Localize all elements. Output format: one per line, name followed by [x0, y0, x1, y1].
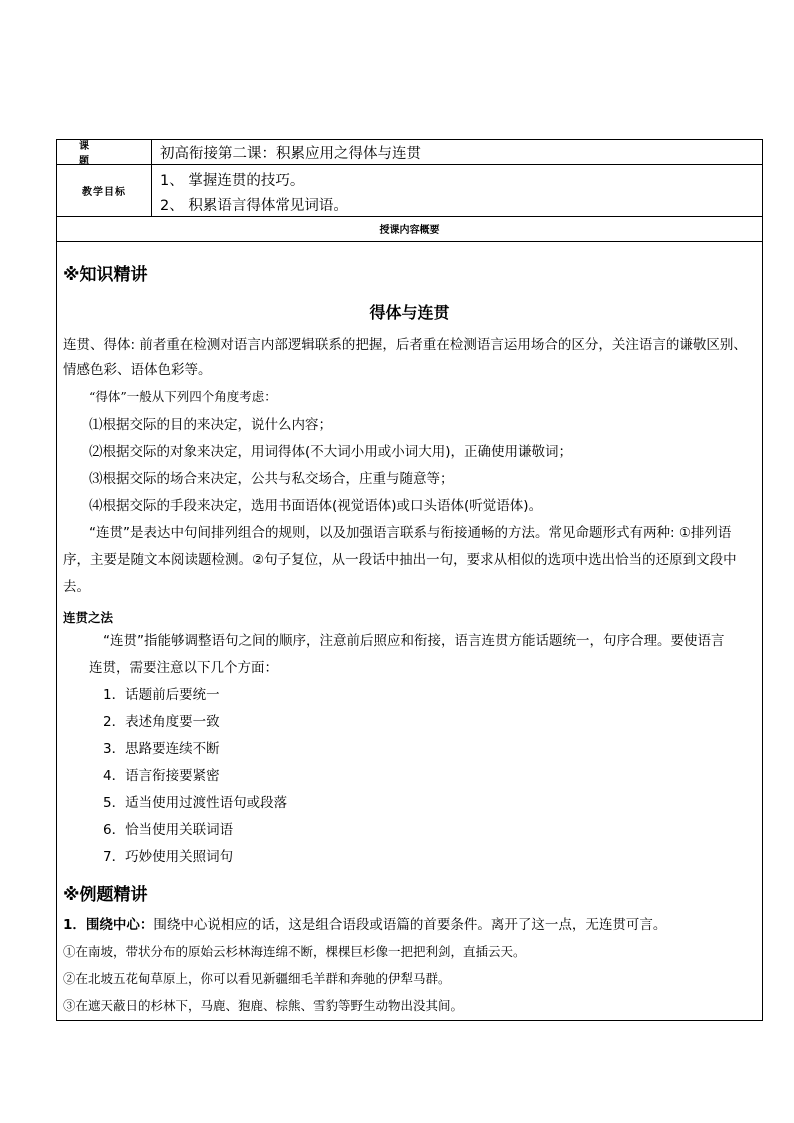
- detiti-point: ⑴根据交际的目的来决定，说什么内容；: [89, 417, 332, 433]
- lianguan-line: 序，主要是随文本阅读题检测。②句子复位，从一段话中抽出一句，要求从相似的选项中选出恰当的还原到文段中: [63, 552, 737, 568]
- method-item: 4．语言衔接要紧密: [103, 768, 220, 784]
- method-item: 5．适当使用过渡性语句或段落: [103, 795, 288, 811]
- summary-row: [57, 216, 762, 242]
- method-intro-line: “连贯”指能够调整语句之间的顺序，注意前后照应和衔接，语言连贯方能话题统一，句序合理。要使语言: [103, 633, 725, 649]
- method-item: 1．话题前后要统一: [103, 687, 220, 703]
- detiti-intro: “得体”一般从下列四个角度考虑：: [89, 389, 277, 404]
- goals-row: [57, 164, 762, 217]
- method-item: 7．巧妙使用关照词句: [103, 849, 234, 865]
- detiti-point: ⑷根据交际的手段来决定，选用书面语体(视觉语体)或口头语体(听觉语体)。: [89, 498, 543, 514]
- method-item: 6．恰当使用关联词语: [103, 822, 234, 838]
- example-sentence: ①在南坡，带状分布的原始云杉林海连绵不断，棵棵巨杉像一把把利剑，直插云天。: [63, 944, 526, 959]
- method-heading: 连贯之法: [63, 610, 114, 625]
- goal-item: 1、 掌握连贯的技巧。: [160, 173, 305, 189]
- lianguan-line: 去。: [63, 579, 90, 595]
- method-item: 3．思路要连续不断: [103, 741, 220, 757]
- method-item: 2．表述角度要一致: [103, 714, 220, 730]
- lesson-table: [56, 139, 763, 1021]
- example-sentence: ③在遮天蔽日的杉林下，马鹿、狍鹿、棕熊、雪豹等野生动物出没其间。: [63, 998, 464, 1013]
- example-item-1: [63, 919, 666, 933]
- knowledge-title: 得体与连贯: [369, 303, 450, 322]
- intro-line: 情感色彩、语体色彩等。: [63, 362, 212, 378]
- title-row: [57, 140, 762, 165]
- example-item-1-label: 1．围绕中心：: [63, 917, 154, 933]
- goal-item: 2、 积累语言得体常见词语。: [160, 198, 348, 214]
- example-sentence: ②在北坡五花甸草原上，你可以看见新疆细毛羊群和奔驰的伊犁马群。: [63, 971, 451, 986]
- knowledge-heading: ※知识精讲: [63, 265, 148, 285]
- detiti-point: ⑶根据交际的场合来决定，公共与私交场合，庄重与随意等；: [89, 471, 454, 487]
- lesson-title: 初高衔接第二课：积累应用之得体与连贯: [160, 145, 421, 162]
- title-label: 课 题: [57, 140, 152, 164]
- detiti-point: ⑵根据交际的对象来决定，用词得体(不大词小用或小词大用)，正确使用谦敬词；: [89, 444, 573, 460]
- example-item-1-text: 围绕中心说相应的话，这是组合语段或语篇的首要条件。离开了这一点，无连贯可言。: [153, 917, 667, 933]
- examples-heading: ※例题精讲: [63, 885, 148, 905]
- intro-line: 连贯、得体: 前者重在检测对语言内部逻辑联系的把握，后者重在检测语言运用场合的区分，关注语言的谦敬区别、: [63, 337, 747, 353]
- lianguan-line: “连贯”是表达中句间排列组合的规则，以及加强语言联系与衔接通畅的方法。常见命题形式有两种: ①排列语: [89, 525, 732, 541]
- goals-label: 教学目标: [57, 164, 152, 216]
- method-intro-line: 连贯，需要注意以下几个方面：: [89, 660, 278, 676]
- summary-label: 授课内容概要: [379, 225, 440, 236]
